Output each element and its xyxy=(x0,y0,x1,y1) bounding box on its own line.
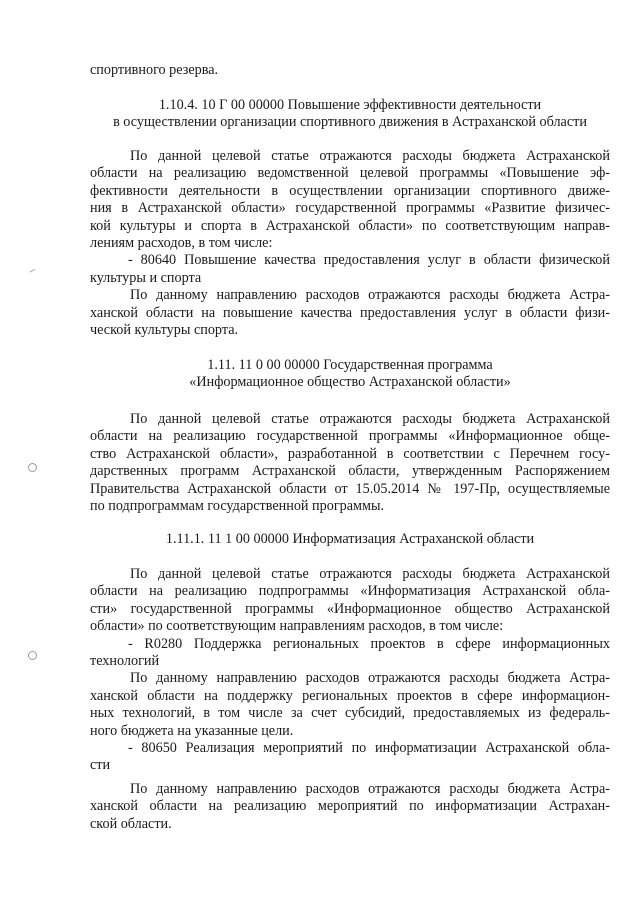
heading-line: в осуществлении организации спортивного движения в Астраханской области xyxy=(113,114,587,131)
text-line: ния в Астраханской области» государственной программы «Развитие физичес- xyxy=(90,200,610,217)
text-line: дарственных программ Астраханской области, утвержденным Распоряжением xyxy=(90,463,610,480)
section-heading-1-11-1 xyxy=(60,531,639,548)
heading-line: 1.11.1. 11 1 00 00000 Информатизация Астраханской области xyxy=(165,531,535,547)
text-line: области на реализацию подпрограммы «Информатизация Астраханской обла- xyxy=(90,583,610,600)
text-line: фективности деятельности в осуществлении организации спортивного движе- xyxy=(90,182,610,199)
heading-line: «Информационное общество Астраханской области» xyxy=(189,374,511,391)
text-line: По данной целевой статье отражаются расходы бюджета Астраханской xyxy=(130,411,610,427)
text-line: По данному направлению расходов отражаются расходы бюджета Астра- xyxy=(130,670,610,687)
text-line: области на реализацию ведомственной целевой программы «Повышение эф- xyxy=(90,165,610,182)
text-line: ных технологий, в том числе за счет субсидий, предоставляемых из федераль- xyxy=(90,705,610,722)
text-line: ханской области на поддержку региональных проектов в сфере информацион- xyxy=(90,687,610,704)
list-item-80640: - 80640 Повышение качества предоставления услуг в области физической xyxy=(128,252,610,269)
text-line: ской области. xyxy=(90,815,172,832)
text-line: технологий xyxy=(90,653,160,670)
list-item-80650: - 80650 Реализация мероприятий по информатизации Астраханской обла- xyxy=(128,740,610,757)
text-line: сти» государственной программы «Информационное общество Астраханской xyxy=(90,600,610,617)
text-line: Правительства Астраханской области от 15.05.2014 № 197-Пр, осуществляемые xyxy=(90,480,610,497)
heading-line: 1.11. 11 0 00 00000 Государственная программа xyxy=(207,357,493,373)
paragraph-4 xyxy=(90,566,610,833)
text-line: ханской области на повышение качества предоставления услуг в области физи- xyxy=(90,304,610,321)
text-line: По данному направлению расходов отражаются расходы бюджета Астра- xyxy=(130,780,610,797)
text-line: спортивного резерва. xyxy=(90,62,219,78)
paragraph-3 xyxy=(90,411,610,515)
scan-artifact-circle xyxy=(28,651,37,660)
list-item-r0280: - R0280 Поддержка региональных проектов в сфере информационных xyxy=(128,635,610,652)
text-line: По данному направлению расходов отражаются расходы бюджета Астра- xyxy=(130,287,610,304)
section-heading-1-11 xyxy=(60,357,639,392)
text-line: кой культуры и спорта в Астраханской области» по соответствующим направ- xyxy=(90,217,610,234)
paragraph-1 xyxy=(90,148,610,339)
text-line: По данной целевой статье отражаются расходы бюджета Астраханской xyxy=(130,148,610,164)
text-line: по подпрограммам государственной программы. xyxy=(90,498,385,515)
text-line: лениям расходов, в том числе: xyxy=(90,235,273,252)
scan-artifact-circle xyxy=(28,463,37,472)
text-line: сти xyxy=(90,757,111,774)
scan-artifact-mark xyxy=(29,269,36,275)
text-line: ного бюджета на указанные цели. xyxy=(90,722,294,739)
paragraph-continuation xyxy=(90,62,610,79)
text-line: культуры и спорта xyxy=(90,269,202,286)
text-line: По данной целевой статье отражаются расходы бюджета Астраханской xyxy=(130,566,610,582)
text-line: области» по соответствующим направлениям расходов, в том числе: xyxy=(90,618,504,635)
text-line: ческой культуры спорта. xyxy=(90,322,239,339)
section-heading-1-10-4 xyxy=(60,97,639,132)
text-line: ханской области на реализацию мероприятий по информатизации Астрахан- xyxy=(90,798,610,815)
heading-line: 1.10.4. 10 Г 00 00000 Повышение эффективности деятельности xyxy=(158,97,542,113)
text-line: области на реализацию государственной программы «Информационное обще- xyxy=(90,428,610,445)
text-line: ство Астраханской области», разработанной в соответствии с Перечнем госу- xyxy=(90,445,610,462)
